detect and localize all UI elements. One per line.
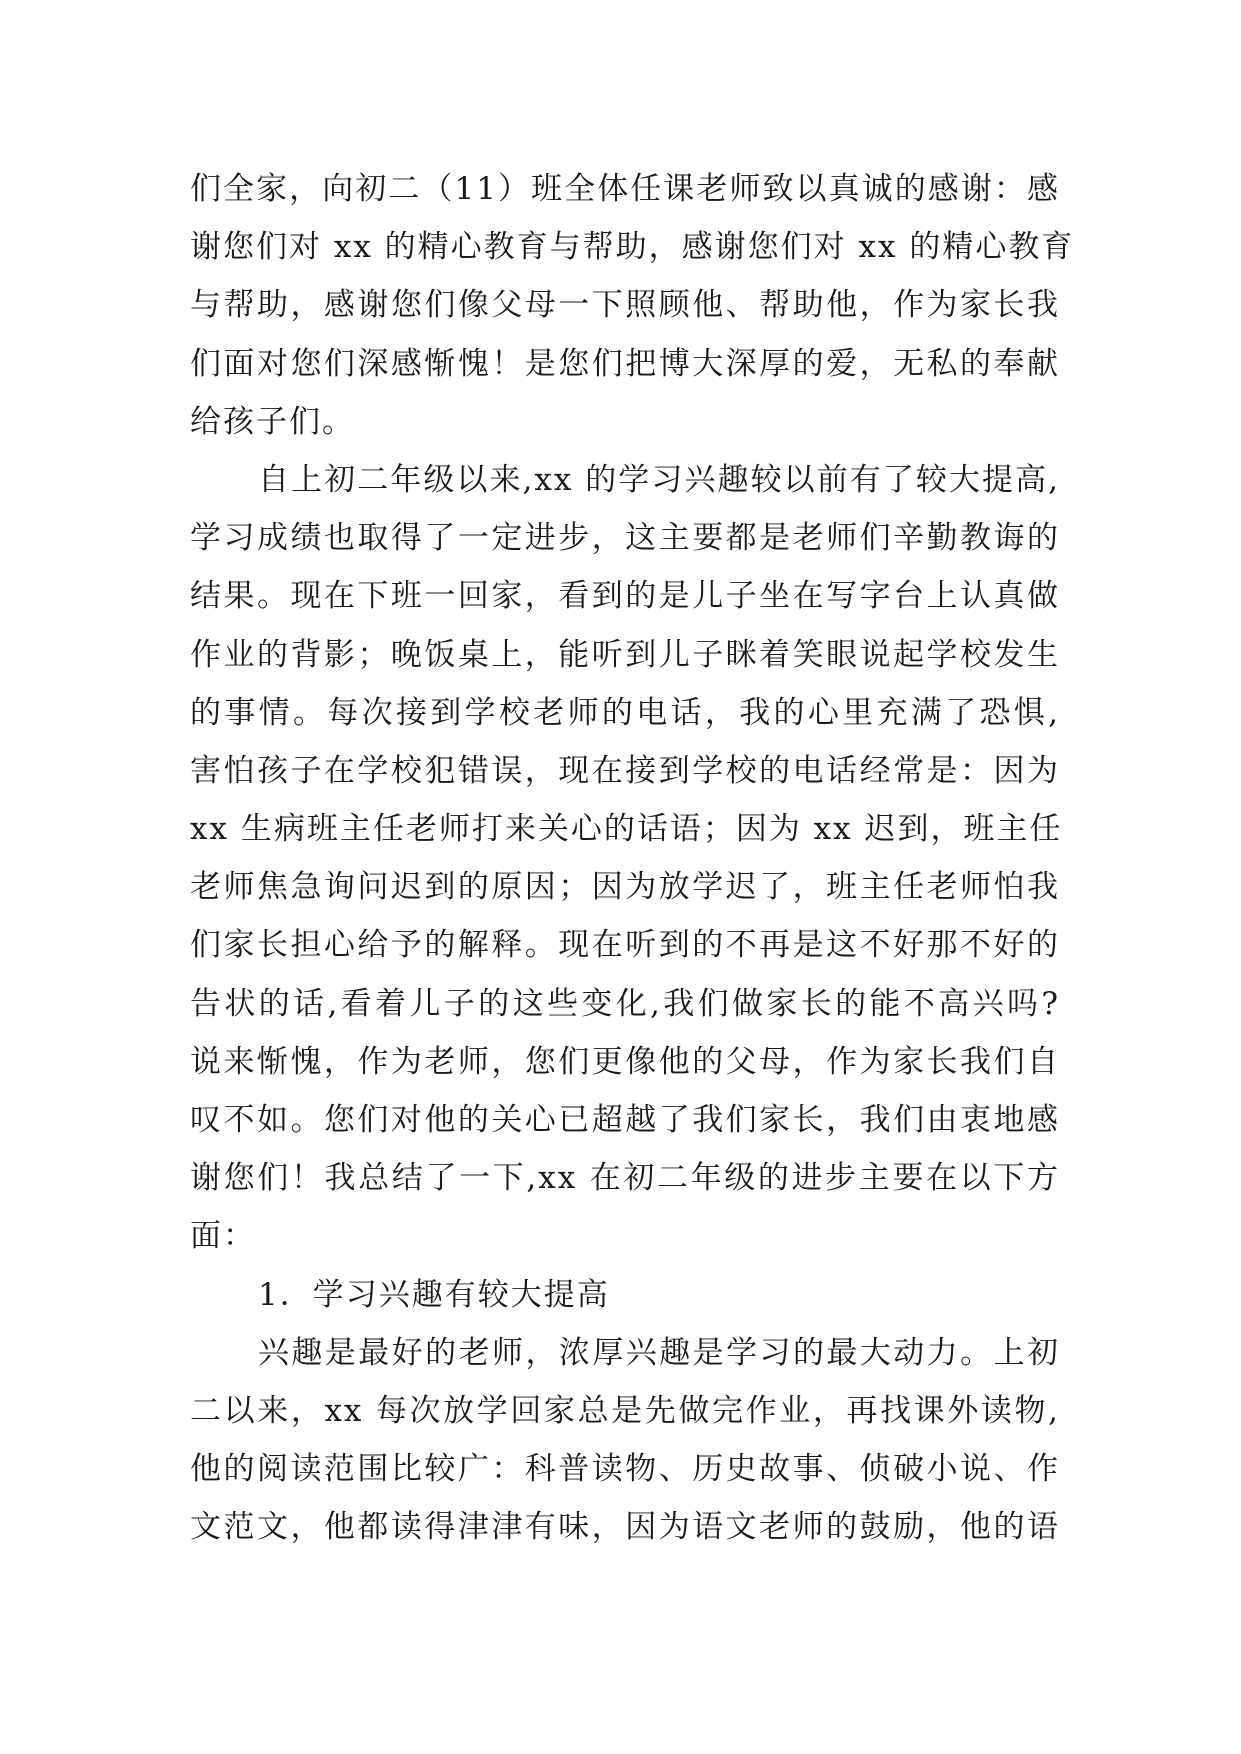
text-line: 害怕孩子在学校犯错误，现在接到学校的电话经常是：因为 [190,752,1060,789]
text-line: 作业的背影；晚饭桌上，能听到儿子眯着笑眼说起学校发生 [190,636,1060,673]
text-line: 叹不如。您们对他的关心已超越了我们家长，我们由衷地感 [190,1102,1060,1138]
text-line: 说来惭愧，作为老师，您们更像他的父母，作为家长我们自 [190,1043,1060,1080]
text-line: 谢您们！我总结了一下,xx 在初二年级的进步主要在以下方 [190,1160,1060,1197]
text-line: 面： [190,1218,256,1255]
text-line: 结果。现在下班一回家，看到的是儿子坐在写字台上认真做 [190,578,1060,615]
text-line: 二以来，xx 每次放学回家总是先做完作业，再找课外读物, [190,1392,1060,1429]
text-line: 1．学习兴趣有较大提高 [258,1276,610,1313]
text-line: 们全家，向初二（11）班全体任课老师致以真诚的感谢：感 [190,171,1060,207]
text-line: 给孩子们。 [190,403,355,440]
text-line: 他的阅读范围比较广：科普读物、历史故事、侦破小说、作 [190,1451,1060,1488]
text-line: 老师焦急询问迟到的原因；因为放学迟了，班主任老师怕我 [190,869,1060,906]
text-line: xx 生病班主任老师打来关心的话语；因为 xx 迟到，班主任 [190,811,1063,848]
text-line: 学习成绩也取得了一定进步，这主要都是老师们辛勤教诲的 [190,520,1060,557]
text-line: 兴趣是最好的老师，浓厚兴趣是学习的最大动力。上初 [258,1334,1060,1371]
document-body [190,160,1075,1557]
text-line: 的事情。每次接到学校老师的电话，我的心里充满了恐惧, [190,694,1060,731]
text-line: 告状的话,看着儿子的这些变化,我们做家长的能不高兴吗? [190,985,1060,1022]
text-line: 们面对您们深感惭愧！是您们把博大深厚的爱，无私的奉献 [190,345,1060,382]
text-line: 文范文，他都读得津津有味，因为语文老师的鼓励，他的语 [190,1509,1060,1546]
text-line: 与帮助，感谢您们像父母一下照顾他、帮助他，作为家长我 [190,287,1060,324]
text-line: 们家长担心给予的解释。现在听到的不再是这不好那不好的 [190,927,1060,964]
text-line: 谢您们对 xx 的精心教育与帮助，感谢您们对 xx 的精心教育 [190,229,1075,266]
text-line: 自上初二年级以来,xx 的学习兴趣较以前有了较大提高, [258,461,1060,498]
